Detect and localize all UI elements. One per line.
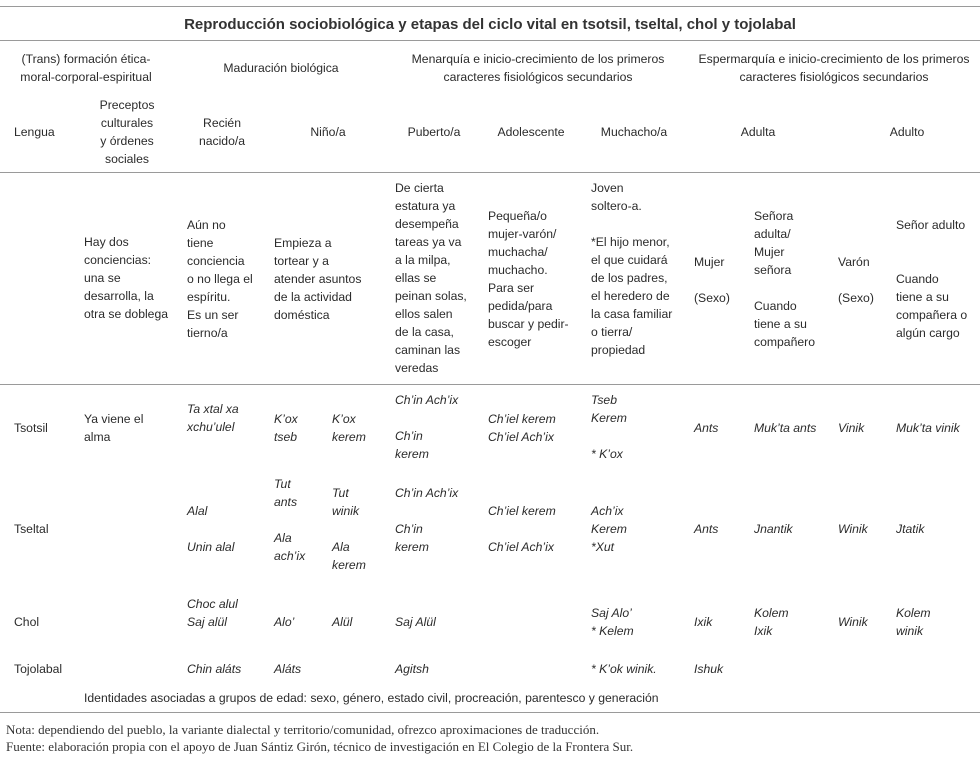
table-title: Reproducción sociobiológica y etapas del ciclo vital en tsotsil, tseltal, chol y tojolabal	[184, 16, 796, 33]
tseltal-mujer: Ants	[694, 522, 719, 536]
desc-nino: Empieza a tortear y a atender asuntos de la actividad doméstica	[274, 236, 362, 322]
title-rule	[0, 40, 980, 41]
chol-nina: Alo’	[274, 615, 295, 629]
top-rule	[0, 6, 980, 7]
tsotsil-adolescente: Ch’iel kerem Ch’iel Ach’ix	[488, 412, 556, 444]
chol-recien-nacido: Choc alul Saj alül	[187, 597, 238, 629]
col-header-muchacho: Muchacho/a	[600, 125, 668, 139]
tseltal-recien-nacido: Alal Unin alal	[187, 504, 235, 554]
chol-muchacho: Saj Alo’ * Kelem	[591, 606, 634, 638]
desc-adulto: Señor adulto Cuando tiene a su compañera o algún cargo	[896, 218, 968, 340]
identidades-row: Identidades asociadas a grupos de edad: sexo, género, estado civil, procreación, parentesco y generación	[84, 691, 659, 705]
col-header-preceptos: Preceptos culturales y órdenes sociales	[99, 98, 155, 166]
group-header-maduracion: Maduración biológica	[223, 61, 339, 75]
tojolabal-muchacho: * K’ok winik.	[591, 662, 657, 676]
chol-puberto: Saj Alül	[395, 615, 436, 629]
group-header-formacion: (Trans) formación ética- moral-corporal-espiritual	[20, 52, 152, 84]
col-header-puberto: Puberto/a	[407, 125, 461, 139]
group-header-menarquia: Menarquía e inicio-crecimiento de los primeros caracteres fisiológicos secundarios	[411, 52, 665, 84]
desc-mujer: Mujer (Sexo)	[694, 255, 730, 305]
tseltal-muchacho: Ach’ix Kerem *Xut	[591, 504, 627, 554]
chol-adulta: Kolem Ixik	[754, 606, 789, 638]
col-header-adolescente: Adolescente	[497, 125, 565, 139]
desc-adulta: Señora adulta/ Mujer señora Cuando tiene a su compañero	[754, 209, 815, 349]
lengua-chol: Chol	[14, 615, 40, 629]
tseltal-nina: Tut ants Ala ach’ix	[274, 477, 306, 563]
col-header-lengua: Lengua	[14, 125, 55, 139]
desc-puberto: De cierta estatura ya desempeña tareas ya va a la milpa, ellas se peinan solas, ellos salen de la casa, caminan las veredas	[395, 181, 467, 375]
tseltal-puberto: Ch’in Ach’ix Ch’in kerem	[395, 486, 459, 554]
tojolabal-puberto: Agitsh	[395, 662, 429, 676]
col-header-nino: Niño/a	[310, 125, 346, 139]
table-note: Nota: dependiendo del pueblo, la variante dialectal y territorio/comunidad, ofrezco aproximaciones de traducción.	[6, 722, 600, 737]
col-header-recien-nacido: Recién nacido/a	[198, 116, 246, 148]
lengua-tseltal: Tseltal	[14, 522, 49, 536]
header-rule	[0, 172, 980, 173]
tsotsil-adulta: Muk’ta ants	[754, 421, 817, 435]
chol-varon: Winik	[838, 615, 868, 629]
tseltal-adolescente: Ch’iel kerem Ch’iel Ach’ix	[488, 504, 556, 554]
tojolabal-nina: Aláts	[274, 662, 302, 676]
tseltal-adulto: Jtatik	[896, 522, 925, 536]
chol-mujer: Ixik	[694, 615, 713, 629]
table-source: Fuente: elaboración propia con el apoyo de Juan Sántiz Girón, técnico de investigación en El Colegio de la Frontera Sur.	[6, 739, 634, 754]
tsotsil-varon: Vinik	[838, 421, 865, 435]
tsotsil-nino: K’ox kerem	[332, 412, 366, 444]
tojolabal-mujer: Ishuk	[694, 662, 724, 676]
desc-adolescente: Pequeña/o mujer-varón/ muchacha/ muchacho. Para ser pedida/para buscar y pedir- escoger	[488, 209, 569, 349]
tojolabal-recien-nacido: Chin aláts	[187, 662, 242, 676]
chol-adulto: Kolem winik	[896, 606, 931, 638]
chol-nino: Alül	[332, 615, 353, 629]
tseltal-nino: Tut winik Ala kerem	[332, 486, 366, 572]
bottom-rule	[0, 712, 980, 713]
col-header-adulto: Adulto	[889, 125, 925, 139]
group-header-espermarquia: Espermarquía e inicio-crecimiento de los primeros caracteres fisiológicos secundarios	[698, 52, 970, 84]
tsotsil-puberto: Ch’in Ach’ix Ch’in kerem	[395, 393, 459, 461]
tsotsil-recien-nacido: Ta xtal xa xchu’ulel	[187, 402, 239, 434]
tseltal-varon: Winik	[838, 522, 868, 536]
desc-varon: Varón (Sexo)	[838, 255, 874, 305]
desc-preceptos: Hay dos conciencias: una se desarrolla, la otra se doblega	[84, 235, 169, 321]
tsotsil-preceptos: Ya viene el alma	[84, 412, 144, 444]
tsotsil-adulto: Muk’ta vinik	[896, 421, 960, 435]
lengua-tsotsil: Tsotsil	[14, 421, 48, 435]
desc-recien-nacido: Aún no tiene conciencia o no llega el espíritu. Es un ser tierno/a	[187, 218, 253, 340]
desc-muchacho: Joven soltero-a. *El hijo menor, el que cuidará de los padres, el heredero de la casa familiar o tierra/ propiedad	[591, 181, 673, 357]
tsotsil-mujer: Ants	[694, 421, 719, 435]
lengua-tojolabal: Tojolabal	[14, 662, 63, 676]
tsotsil-nina: K’ox tseb	[274, 412, 298, 444]
col-header-adulta: Adulta	[740, 125, 776, 139]
desc-rule	[0, 384, 980, 385]
tsotsil-muchacho: Tseb Kerem * K’ox	[591, 393, 627, 461]
tseltal-adulta: Jnantik	[754, 522, 793, 536]
